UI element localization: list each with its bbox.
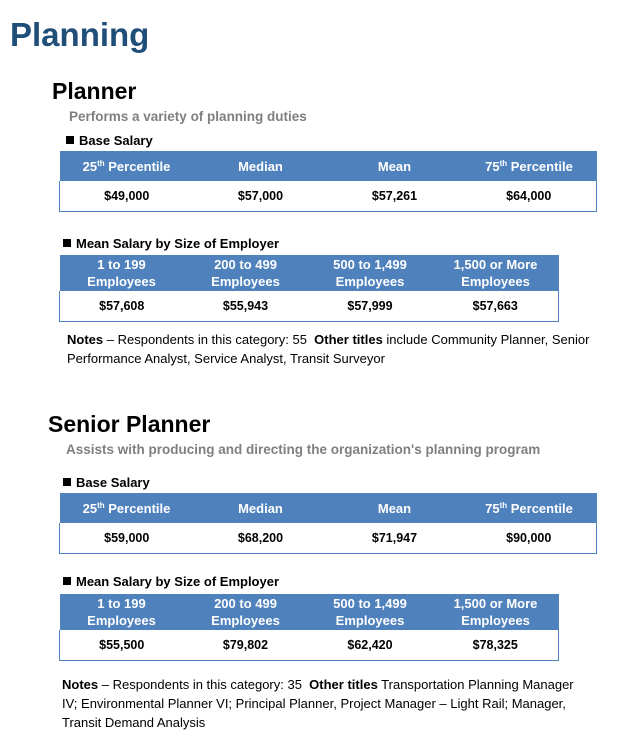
column-header: 75th Percentile: [462, 151, 597, 181]
bullet-square-icon: [63, 577, 71, 585]
salary-value: $71,947: [328, 523, 462, 553]
base-salary-heading: [66, 133, 153, 148]
table-header-row: [60, 493, 597, 523]
job-title-senior-planner: Senior Planner: [48, 411, 211, 437]
column-header: 1 to 199 Employees: [60, 594, 184, 630]
salary-value: $79,802: [184, 630, 308, 660]
column-header: 75th Percentile: [462, 493, 597, 523]
employer-size-table: [59, 594, 559, 661]
base-salary-table: [59, 151, 597, 212]
column-header: 200 to 499 Employees: [184, 255, 308, 291]
table-row: [60, 630, 559, 660]
column-header: 1,500 or More Employees: [433, 594, 559, 630]
base-salary-heading: [63, 475, 150, 490]
employer-size-heading: [63, 236, 279, 251]
employer-size-heading: [63, 574, 279, 589]
table-row: [60, 291, 559, 321]
salary-value: $62,420: [308, 630, 433, 660]
salary-value: $68,200: [194, 523, 328, 553]
salary-value: $64,000: [462, 181, 597, 211]
table-row: [60, 523, 597, 553]
column-header: 500 to 1,499 Employees: [308, 594, 433, 630]
column-header: 200 to 499 Employees: [184, 594, 308, 630]
job-description: Assists with producing and directing the organization's planning program: [66, 442, 541, 457]
column-header: 25th Percentile: [60, 151, 194, 181]
table-header-row: [60, 594, 559, 630]
salary-value: $55,500: [60, 630, 184, 660]
salary-value: $57,000: [194, 181, 328, 211]
employer-size-table: [59, 255, 559, 322]
table-header-row: [60, 151, 597, 181]
column-header: Median: [194, 151, 328, 181]
employer-size-heading-label: Mean Salary by Size of Employer: [76, 236, 280, 251]
base-salary-table: [59, 493, 597, 554]
column-header: Mean: [328, 151, 462, 181]
salary-value: $57,608: [60, 291, 184, 321]
base-salary-heading-label: Base Salary: [76, 475, 150, 490]
notes: Notes – Respondents in this category: 55 Other titles include Community Planner, Senior Performance Analyst, Service Analyst, Transit Surveyor: [67, 332, 590, 366]
column-header: Median: [194, 493, 328, 523]
notes: Notes – Respondents in this category: 35 Other titles Transportation Planning Manager IV; Environmental Planner VI; Principal Planner, Project Manager – Light Rail; Manager, Transit Demand Analysis: [62, 677, 574, 730]
column-header: 1 to 199 Employees: [60, 255, 184, 291]
salary-value: $78,325: [433, 630, 559, 660]
column-header: Mean: [328, 493, 462, 523]
job-description: Performs a variety of planning duties: [69, 109, 307, 124]
table-row: [60, 181, 597, 211]
column-header: 1,500 or More Employees: [433, 255, 559, 291]
employer-size-heading-label: Mean Salary by Size of Employer: [76, 574, 280, 589]
bullet-square-icon: [63, 239, 71, 247]
job-title-planner: Planner: [52, 78, 137, 104]
salary-value: $90,000: [462, 523, 597, 553]
salary-value: $57,999: [308, 291, 433, 321]
bullet-square-icon: [63, 478, 71, 486]
table-header-row: [60, 255, 559, 291]
page-title: Planning: [10, 16, 150, 53]
salary-value: $55,943: [184, 291, 308, 321]
salary-value: $59,000: [60, 523, 194, 553]
column-header: 25th Percentile: [60, 493, 194, 523]
bullet-square-icon: [66, 136, 74, 144]
base-salary-heading-label: Base Salary: [79, 133, 153, 148]
salary-value: $49,000: [60, 181, 194, 211]
salary-value: $57,261: [328, 181, 462, 211]
column-header: 500 to 1,499 Employees: [308, 255, 433, 291]
salary-value: $57,663: [433, 291, 559, 321]
